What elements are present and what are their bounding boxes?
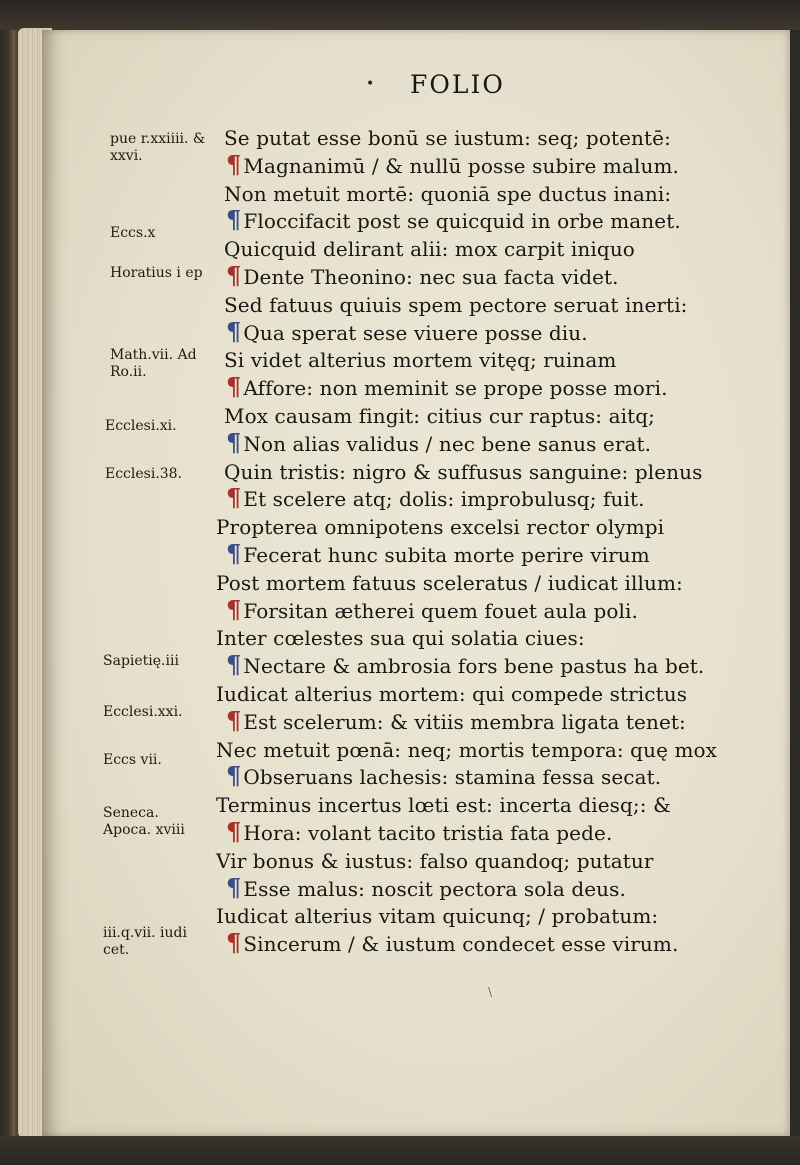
verse-text: Est scelerum: & vitiis membra ligata tenet: xyxy=(243,709,686,734)
verse-text: Obseruans lachesis: stamina fessa secat. xyxy=(243,765,662,790)
paragraph-mark-icon: ¶ xyxy=(226,650,242,680)
verse-text: Post mortem fatuus sceleratus / iudicat illum: xyxy=(216,570,683,595)
verse-line xyxy=(226,928,679,958)
verse-line xyxy=(226,872,626,902)
paragraph-mark-icon: ¶ xyxy=(226,261,242,290)
verse-line xyxy=(226,817,613,846)
verse-text: Non alias validus / nec bene sanus erat. xyxy=(243,431,652,456)
verse-text: Se putat esse bonū se iustum: seq; potentē: xyxy=(224,126,671,150)
paragraph-mark-icon: ¶ xyxy=(226,928,242,958)
verse-text: Forsitan ætherei quem fouet aula poli. xyxy=(243,598,638,623)
margin-note: Horatius i ep xyxy=(110,265,203,281)
margin-note: Eccs vii. xyxy=(103,752,162,768)
verse-line xyxy=(226,594,638,624)
verse-text: Floccifacit post se quicquid in orbe manet. xyxy=(243,209,681,234)
verse-line xyxy=(224,348,616,372)
margin-note: Sapietię.iii xyxy=(103,653,179,669)
margin-note: pue r.xxiiii. & xxvi. xyxy=(110,131,206,164)
verse-text: Quicquid delirant alii: mox carpit iniquo xyxy=(224,237,635,262)
verse-text: Iudicat alterius vitam quicunq; / probatum: xyxy=(216,904,659,929)
verse-text: Non metuit mortē: quoniā spe ductus inani: xyxy=(224,181,672,206)
book-bottom-edge xyxy=(0,1136,800,1165)
verse-line xyxy=(224,237,635,261)
verse-line xyxy=(226,261,619,290)
verse-text: Et scelere atq; dolis: improbulusq; fuit. xyxy=(243,487,645,512)
verse-line xyxy=(224,404,655,428)
verse-line xyxy=(216,515,664,539)
verse-text: Vir bonus & iustus: falso quandoq; putatur xyxy=(216,848,654,873)
verse-line xyxy=(216,682,687,706)
paragraph-mark-icon: ¶ xyxy=(226,705,242,735)
verse-line xyxy=(226,483,645,513)
page-header-folio: FOLIO xyxy=(410,70,505,99)
paragraph-mark-icon: ¶ xyxy=(226,483,242,513)
margin-note: Ecclesi.xxi. xyxy=(103,704,183,720)
margin-note: Math.vii. Ad Ro.ii. xyxy=(110,347,197,380)
paragraph-mark-icon: ¶ xyxy=(226,539,242,568)
stray-mark: \ xyxy=(488,985,493,999)
verse-line xyxy=(216,904,658,928)
verse-line xyxy=(226,650,705,680)
verse-line xyxy=(224,460,702,484)
verse-line xyxy=(226,427,652,457)
paragraph-mark-icon: ¶ xyxy=(226,149,242,179)
verse-text: Nec metuit pœnā: neq; mortis tempora: quę mox xyxy=(216,737,718,762)
margin-note: Seneca. Apoca. xviii xyxy=(103,805,185,838)
paragraph-mark-icon: ¶ xyxy=(226,427,242,457)
verse-line xyxy=(216,849,654,873)
margin-note: Eccs.x xyxy=(110,225,156,241)
verse-text: Sed fatuus quiuis spem pectore seruat inerti: xyxy=(224,292,688,317)
verse-text: Fecerat hunc subita morte perire virum xyxy=(243,543,650,567)
verse-text: Propterea omnipotens excelsi rector olympi xyxy=(216,515,665,540)
verse-line xyxy=(226,372,668,402)
verse-text: Affore: non meminit se prope posse mori. xyxy=(243,376,668,401)
verse-text: Quin tristis: nigro & suffusus sanguine: plenus xyxy=(224,459,703,484)
verse-text: Iudicat alterius mortem: qui compede strictus xyxy=(216,682,688,706)
verse-line xyxy=(226,149,679,179)
margin-note: iii.q.vii. iudi cet. xyxy=(103,925,187,958)
verse-line xyxy=(226,705,686,735)
verse-line xyxy=(216,626,585,650)
verse-text: Dente Theonino: nec sua facta videt. xyxy=(243,265,619,289)
verse-line xyxy=(226,539,650,568)
margin-note: Ecclesi.38. xyxy=(105,466,183,482)
verse-line xyxy=(224,293,688,317)
verse-text: Magnanimū / & nullū posse subire malum. xyxy=(243,153,679,178)
verse-text: Hora: volant tacito tristia fata pede. xyxy=(243,821,613,845)
paragraph-mark-icon: ¶ xyxy=(226,205,242,235)
paragraph-mark-icon: ¶ xyxy=(226,594,242,624)
paragraph-mark-icon: ¶ xyxy=(226,817,242,846)
verse-line xyxy=(226,205,681,235)
verse-line xyxy=(224,126,671,150)
book-top-edge xyxy=(0,0,800,30)
margin-note: Ecclesi.xi. xyxy=(105,418,177,434)
paragraph-mark-icon: ¶ xyxy=(226,872,242,902)
paragraph-mark-icon: ¶ xyxy=(226,372,242,402)
verse-text: Si videt alterius mortem vitęq; ruinam xyxy=(224,348,617,373)
header-ornament: • xyxy=(366,76,375,92)
verse-text: Qua sperat sese viuere posse diu. xyxy=(243,320,588,345)
verse-line xyxy=(226,761,662,791)
paragraph-mark-icon: ¶ xyxy=(226,316,242,346)
verse-line xyxy=(216,571,683,595)
verse-line xyxy=(216,738,717,762)
verse-line xyxy=(226,316,588,346)
paragraph-mark-icon: ¶ xyxy=(226,761,242,791)
verse-line xyxy=(224,182,671,206)
verse-text: Esse malus: noscit pectora sola deus. xyxy=(243,876,626,901)
verse-text: Sincerum / & iustum condecet esse virum. xyxy=(243,932,679,957)
verse-text: Terminus incertus lœti est: incerta diesq;: & xyxy=(216,793,671,818)
verse-text: Mox causam fingit: citius cur raptus: aitq; xyxy=(224,404,655,428)
verse-text: Inter cœlestes sua qui solatia ciues: xyxy=(216,626,585,651)
verse-text: Nectare & ambrosia fors bene pastus ha bet. xyxy=(243,654,705,679)
verse-line xyxy=(216,793,671,817)
